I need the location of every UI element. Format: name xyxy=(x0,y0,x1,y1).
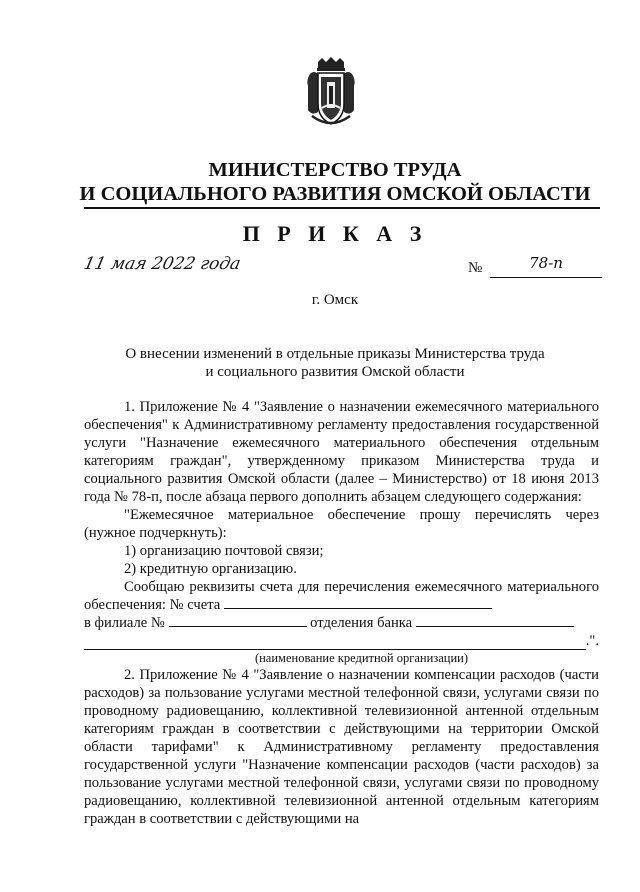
paragraph-4: 2) кредитную организацию. xyxy=(124,561,297,577)
bank-branch-blank xyxy=(416,614,574,627)
bank-name-caption: (наименование кредитной организации) xyxy=(254,651,469,665)
paragraph-2: "Ежемесячное материальное обеспечение прошу перечислять через (нужное подчеркнуть): xyxy=(84,507,599,541)
bank-name-blank xyxy=(84,637,586,650)
order-subject xyxy=(70,345,600,381)
order-number-field xyxy=(468,254,602,278)
ministry-name-line2: И СОЦИАЛЬНОГО РАЗВИТИЯ ОМСКОЙ ОБЛАСТИ xyxy=(79,183,591,205)
branch-label: в филиале № xyxy=(84,615,165,631)
bank-branch-label: отделения банка xyxy=(310,615,413,631)
handwritten-date: 11 мая 2022 года xyxy=(81,254,243,274)
document-type-title: П Р И К А З xyxy=(242,221,428,246)
paragraph-7 xyxy=(84,632,599,650)
paragraph-6 xyxy=(84,614,599,632)
header-divider xyxy=(84,207,600,209)
paragraph-8: 2. Приложение № 4 "Заявление о назначении компенсации расходов (части расходов) за пользование услугами местной телефонной связи, услугами связи по проводному радиовещанию, коллективной телевизионной антенной отдельным категориям граждан в соответствии с действующими на территории Омской области тарифами" к Административному регламенту предоставления государственной услуги "Назначение компенсации расходов (части расходов) за пользование услугами местной телефонной связи, услугами связи по проводному радиовещанию, коллективной телевизионной антенной отдельным категориям граждан в соответствии с действующими на xyxy=(84,667,599,827)
subject-line1: О внесении изменений в отдельные приказы Министерства труда xyxy=(125,346,545,362)
paragraph-5 xyxy=(84,578,599,614)
account-number-blank xyxy=(224,596,492,609)
subject-line2: и социального развития Омской области xyxy=(205,364,465,380)
paragraph-3: 1) организацию почтовой связи; xyxy=(124,543,324,559)
order-number: 78-п xyxy=(529,254,563,272)
number-underline xyxy=(490,254,602,278)
paragraph-5-text: Сообщаю реквизиты счета для перечисления ежемесячного материального обеспечения: № счета xyxy=(84,579,599,613)
omsk-coat-of-arms-icon xyxy=(304,56,358,130)
document-body xyxy=(84,398,599,828)
branch-number-blank xyxy=(169,614,307,627)
paragraph-1: 1. Приложение № 4 "Заявление о назначении ежемесячного материального обеспечения" к Административному регламенту предоставления государственной услуги "Назначение ежемесячного материального обеспечения отдельным категориям граждан", утвержденному приказом Министерства труда и социального развития Омской области (далее – Министерство) от 18 июня 2013 года № 78-п, после абзаца первого дополнить абзацем следующего содержания: xyxy=(84,399,599,505)
ministry-name-line1: МИНИСТЕРСТВО ТРУДА xyxy=(208,159,462,181)
number-label: № xyxy=(468,260,483,276)
closing-quote: .". xyxy=(585,633,599,649)
city: г. Омск xyxy=(311,292,359,308)
